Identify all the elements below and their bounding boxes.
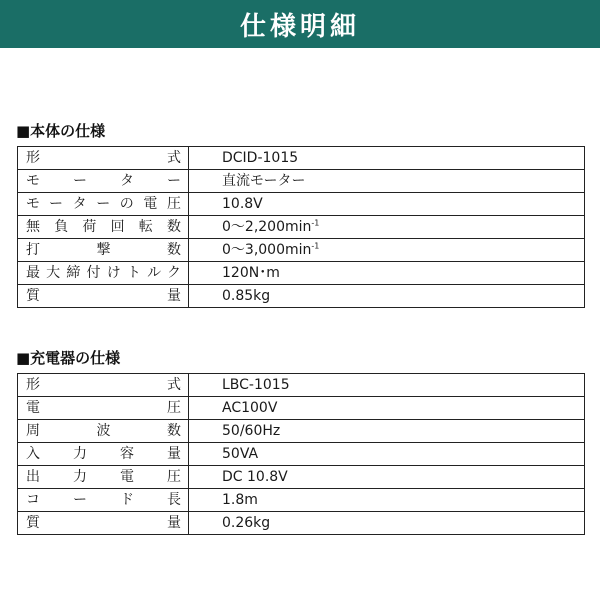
spec-value-cell (189, 397, 585, 420)
spec-label: 電 圧 (18, 397, 189, 420)
spec-label: 周 波 数 (18, 420, 189, 443)
spec-row (18, 285, 585, 308)
spec-value-cell (189, 216, 585, 239)
spec-label: コ ー ド 長 (18, 489, 189, 512)
spec-row (18, 239, 585, 262)
page-title: 仕様明細 (239, 11, 360, 42)
spec-value-cell (189, 443, 585, 466)
spec-value-exponent: -1 (311, 241, 320, 251)
spec-label: 最大締付けトルク (18, 262, 189, 285)
spec-label: 出 力 電 圧 (18, 466, 189, 489)
spec-value: 0.85kg (222, 288, 271, 304)
spec-label: 形 式 (18, 147, 189, 170)
spec-value-cell (189, 147, 585, 170)
charger-heading: ■充電器の仕様 (16, 349, 121, 367)
spec-value: 0～3,000min (222, 242, 312, 258)
spec-row (18, 262, 585, 285)
spec-value-cell (189, 466, 585, 489)
spec-value-cell (189, 285, 585, 308)
spec-value-cell (189, 489, 585, 512)
spec-row (18, 489, 585, 512)
spec-row (18, 216, 585, 239)
spec-value: 50VA (222, 446, 259, 462)
spec-row (18, 147, 585, 170)
spec-row (18, 443, 585, 466)
spec-value-cell (189, 374, 585, 397)
charger-spec-table (17, 373, 585, 535)
spec-row (18, 420, 585, 443)
spec-value-cell (189, 262, 585, 285)
spec-label: モーターの電圧 (18, 193, 189, 216)
spec-value-cell (189, 170, 585, 193)
spec-value-cell (189, 420, 585, 443)
spec-row (18, 466, 585, 489)
spec-label: 質 量 (18, 285, 189, 308)
spec-label: 質 量 (18, 512, 189, 535)
spec-value: 0～2,200min (222, 219, 312, 235)
spec-row (18, 193, 585, 216)
spec-label: モ ー タ ー (18, 170, 189, 193)
spec-row (18, 512, 585, 535)
spec-value: DCID-1015 (222, 150, 299, 166)
spec-row (18, 397, 585, 420)
spec-value: 10.8V (222, 196, 263, 212)
spec-value-cell (189, 239, 585, 262)
spec-value-cell (189, 512, 585, 535)
spec-label: 無負荷回転数 (18, 216, 189, 239)
header-banner (0, 0, 600, 48)
main-unit-heading: ■本体の仕様 (16, 122, 106, 140)
spec-value: 120N･m (222, 265, 280, 281)
spec-value: LBC-1015 (222, 377, 290, 393)
spec-label: 形 式 (18, 374, 189, 397)
spec-row (18, 374, 585, 397)
spec-row (18, 170, 585, 193)
spec-value: 直流モーター (222, 173, 306, 189)
spec-value-cell (189, 193, 585, 216)
spec-value: 1.8m (222, 492, 258, 508)
spec-value: DC 10.8V (222, 469, 288, 485)
spec-value: AC100V (222, 400, 278, 416)
spec-value: 50/60Hz (222, 423, 281, 439)
spec-value: 0.26kg (222, 515, 271, 531)
spec-value-exponent: -1 (311, 218, 320, 228)
main-unit-spec-table (17, 146, 585, 308)
spec-label: 打 撃 数 (18, 239, 189, 262)
spec-label: 入 力 容 量 (18, 443, 189, 466)
